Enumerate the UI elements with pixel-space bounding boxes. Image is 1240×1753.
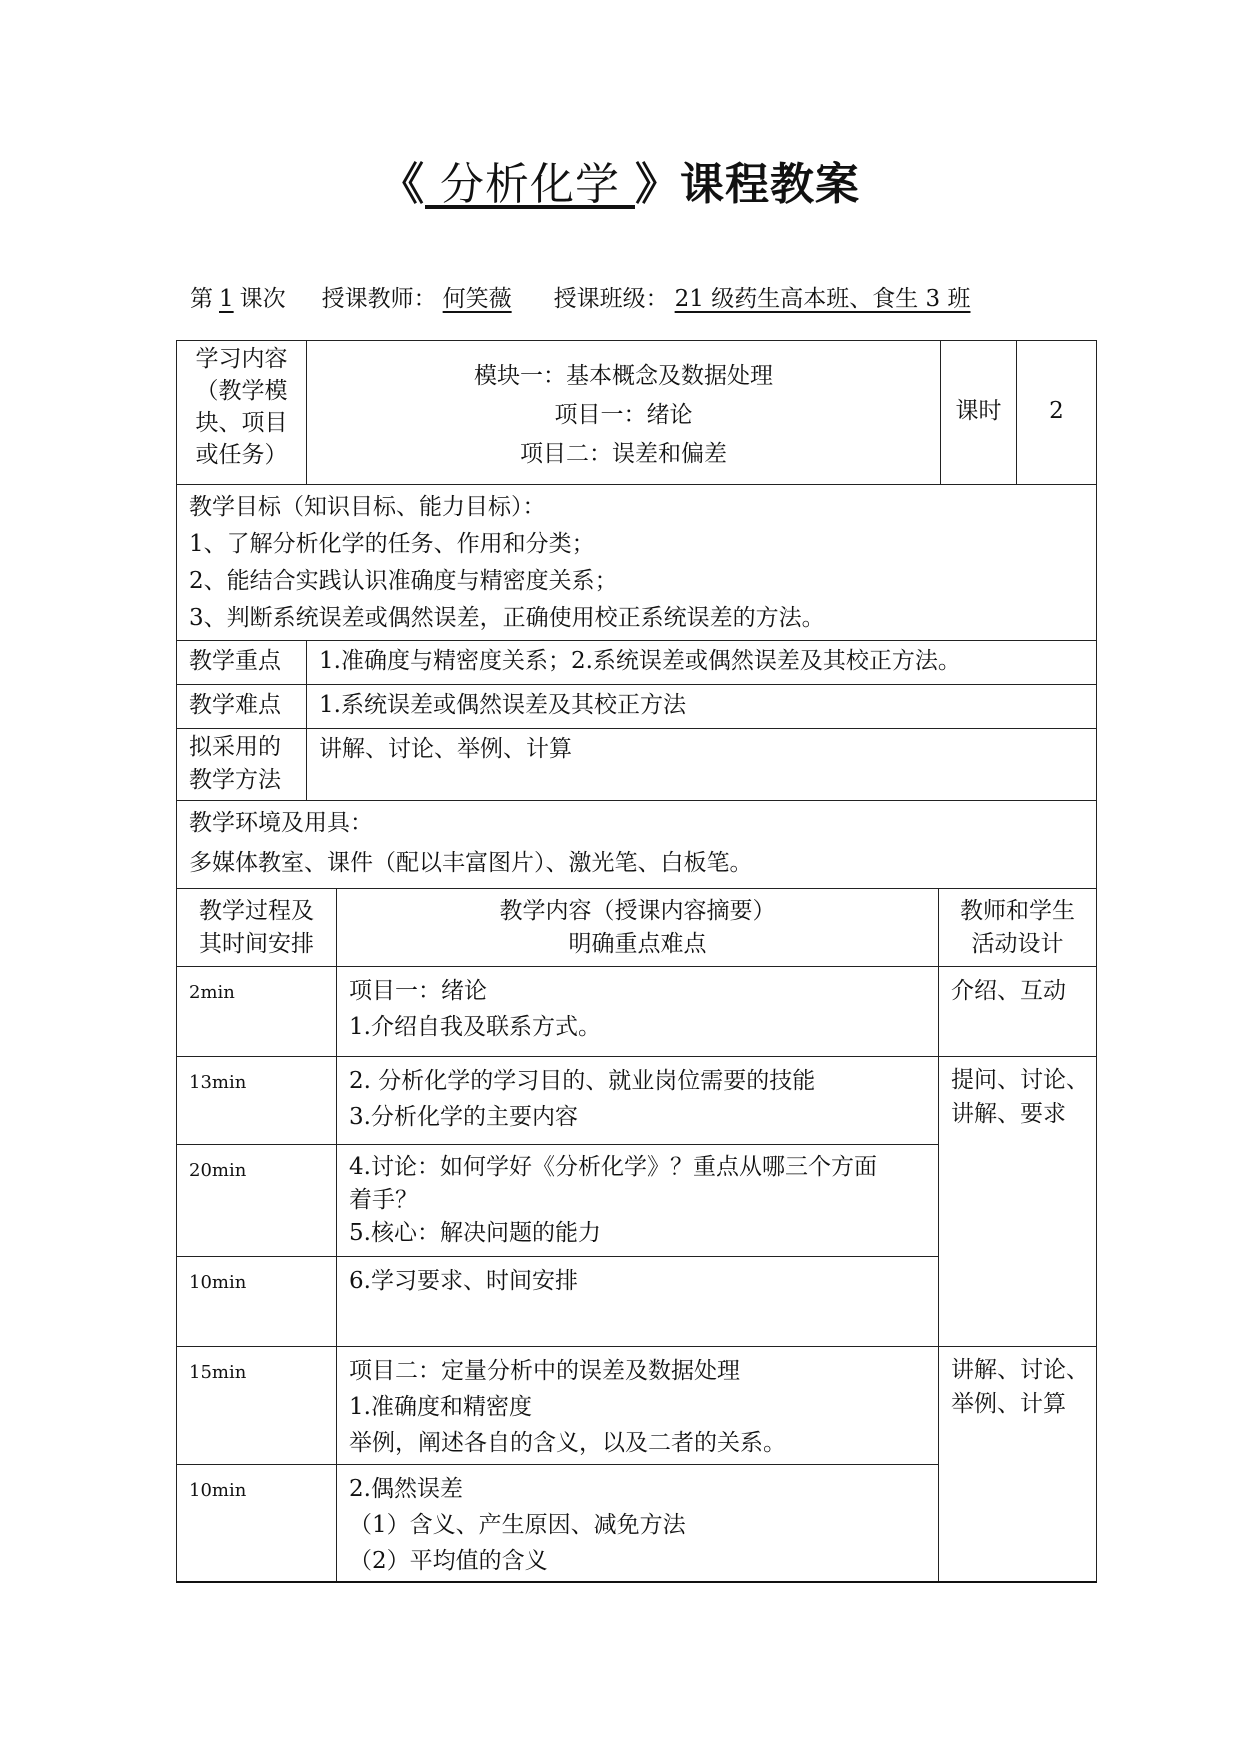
lesson-prefix: 第 <box>190 286 213 312</box>
row-content <box>337 1465 939 1583</box>
header-line: 教学内容（授课内容摘要） <box>499 898 776 924</box>
lesson-suffix: 课次 <box>239 286 286 312</box>
time-cell: 15min <box>177 1347 337 1465</box>
row-line: （1）含义、产生原因、减免方法 <box>349 1512 686 1538</box>
content-label-cell <box>177 341 307 485</box>
row-line: 着手？ <box>349 1187 418 1213</box>
row-line: 4.讨论：如何学好《分析化学》？重点从哪三个方面 <box>349 1154 877 1180</box>
environment-cell <box>177 801 1097 889</box>
method-label-line: 教学方法 <box>189 767 281 793</box>
environment-line: 教学环境及用具： <box>189 810 373 836</box>
content-label-line: （教学模 <box>195 378 288 404</box>
activity-header <box>939 889 1097 967</box>
teacher-label: 授课教师： <box>321 286 437 312</box>
content-label-line: 或任务） <box>195 442 288 468</box>
teacher-name: 何笑薇 <box>442 286 512 312</box>
row-line: 2. 分析化学的学习目的、就业岗位需要的技能 <box>349 1068 816 1094</box>
course-name: 分析化学 <box>425 159 635 210</box>
method-label <box>177 729 307 801</box>
activity-cell <box>939 1057 1097 1347</box>
time-cell: 10min <box>177 1257 337 1347</box>
lesson-number: 1 <box>219 286 234 312</box>
objective-line: 教学目标（知识目标、能力目标）： <box>189 494 546 520</box>
difficult-points: 1.系统误差或偶然误差及其校正方法 <box>307 685 1097 729</box>
header-line: 教师和学生 <box>960 898 1075 924</box>
content-cell <box>307 341 941 485</box>
content-line: 项目二：误差和偏差 <box>520 441 727 467</box>
row-line: 项目二：定量分析中的误差及数据处理 <box>349 1358 740 1384</box>
class-label: 授课班级： <box>553 286 669 312</box>
content-header <box>337 889 939 967</box>
content-line: 模块一：基本概念及数据处理 <box>474 363 773 389</box>
key-points: 1.准确度与精密度关系；2.系统误差或偶然误差及其校正方法。 <box>307 641 1097 685</box>
table-row <box>177 967 1097 1057</box>
time-cell: 20min <box>177 1145 337 1257</box>
objective-line: 2、能结合实践认识准确度与精密度关系； <box>189 568 618 594</box>
header-line: 明确重点难点 <box>568 931 707 957</box>
activity-cell <box>939 1347 1097 1583</box>
row-line: 6.学习要求、时间安排 <box>349 1268 578 1294</box>
row-line: 举例，阐述各自的含义，以及二者的关系。 <box>349 1430 786 1456</box>
key-label: 教学重点 <box>177 641 307 685</box>
row-line: 3.分析化学的主要内容 <box>349 1104 578 1130</box>
method-label-line: 拟采用的 <box>189 734 281 760</box>
method-value: 讲解、讨论、举例、计算 <box>307 729 1097 801</box>
row-line: 1.准确度和精密度 <box>349 1394 532 1420</box>
time-cell: 10min <box>177 1465 337 1583</box>
title-open: 《 <box>380 159 425 210</box>
activity-line: 讲解、讨论、 <box>951 1357 1089 1383</box>
row-content <box>337 1057 939 1145</box>
content-line: 项目一：绪论 <box>554 402 693 428</box>
row-line: 5.核心：解决问题的能力 <box>349 1220 601 1246</box>
objective-line: 1、了解分析化学的任务、作用和分类； <box>189 531 595 557</box>
header-line: 活动设计 <box>971 931 1064 957</box>
row-content <box>337 1347 939 1465</box>
header-line: 其时间安排 <box>199 931 314 957</box>
table-row <box>177 1057 1097 1145</box>
lesson-info-table <box>176 340 1097 889</box>
row-line: 1.介绍自我及联系方式。 <box>349 1014 601 1040</box>
objective-line: 3、判断系统误差或偶然误差，正确使用校正系统误差的方法。 <box>189 605 825 631</box>
hours-label: 课时 <box>941 341 1017 485</box>
activity-line: 提问、讨论、 <box>951 1067 1089 1093</box>
row-line: 项目一：绪论 <box>349 978 487 1004</box>
lesson-meta <box>190 280 976 313</box>
content-label-line: 块、项目 <box>195 410 288 436</box>
teaching-process-table <box>176 888 1097 1583</box>
content-label-line: 学习内容 <box>195 346 288 372</box>
activity-cell <box>939 967 1097 1057</box>
table-row <box>177 1347 1097 1465</box>
row-line: 2.偶然误差 <box>349 1476 463 1502</box>
process-header <box>177 889 337 967</box>
objectives-cell <box>177 485 1097 641</box>
environment-line: 多媒体教室、课件（配以丰富图片）、激光笔、白板笔。 <box>189 850 753 876</box>
hours-value: 2 <box>1017 341 1097 485</box>
document-title <box>0 148 1240 212</box>
activity-line: 讲解、要求 <box>951 1101 1066 1127</box>
row-content <box>337 967 939 1057</box>
row-line: （2）平均值的含义 <box>349 1548 548 1574</box>
activity-line: 介绍、互动 <box>951 978 1066 1004</box>
header-line: 教学过程及 <box>199 898 314 924</box>
class-name: 21 级药生高本班、食生 3 班 <box>674 286 971 312</box>
row-content <box>337 1145 939 1257</box>
difficult-label: 教学难点 <box>177 685 307 729</box>
time-cell: 13min <box>177 1057 337 1145</box>
activity-line: 举例、计算 <box>951 1391 1066 1417</box>
row-content <box>337 1257 939 1347</box>
title-close: 》课程教案 <box>634 159 860 210</box>
time-cell: 2min <box>177 967 337 1057</box>
